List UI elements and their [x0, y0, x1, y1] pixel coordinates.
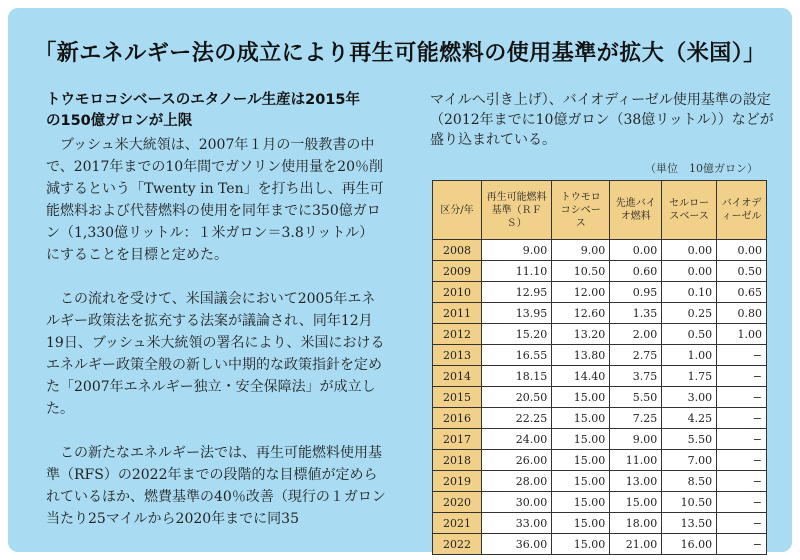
page-title: 「新エネルギー法の成立により再生可能燃料の使用基準が拡大（米国）」	[34, 41, 766, 66]
table-value-cell: 1.00	[662, 345, 717, 366]
table-value-cell: 4.25	[662, 408, 717, 429]
table-row	[433, 450, 767, 471]
table-value-cell: 21.00	[610, 534, 662, 555]
table-value-cell: 3.00	[662, 387, 717, 408]
table-value-cell: 8.50	[662, 471, 717, 492]
table-value-cell: 13.50	[662, 513, 717, 534]
paragraph-2: この流れを受けて、米国議会において2005年エネルギー政策法を拡充する法案が議論され、同年12月19日、ブッシュ米大統領の署名により、米国におけるエネルギー政策全般の新しい中期的な政策指針を定めた「2007年エネルギー独立・安全保障法」が成立した。	[46, 291, 385, 417]
table-value-cell: 0.60	[610, 261, 662, 282]
table-row	[433, 324, 767, 345]
table-value-cell: 0.50	[662, 324, 717, 345]
table-header-cell: 先進バイオ燃料	[610, 181, 662, 240]
table-value-cell: 10.50	[552, 261, 610, 282]
table-value-cell: 15.00	[552, 408, 610, 429]
table-body	[433, 240, 767, 555]
table-year-cell: 2021	[433, 513, 482, 534]
table-year-cell: 2019	[433, 471, 482, 492]
table-year-cell: 2018	[433, 450, 482, 471]
subheading	[46, 90, 386, 132]
table-value-cell: 0.10	[662, 282, 717, 303]
table-value-cell: −	[717, 492, 767, 513]
table-value-cell: 0.00	[662, 240, 717, 261]
table-row	[433, 408, 767, 429]
paragraph-3: この新たなエネルギー法では、再生可能燃料使用基準（RFS）の2022年までの段階的な目標値が定められているほか、燃費基準の40％改善（現行の１ガロン当たり25マイルから2020年までに同35	[46, 445, 386, 527]
table-value-cell: 16.55	[482, 345, 552, 366]
table-value-cell: −	[717, 513, 767, 534]
table-value-cell: 24.00	[482, 429, 552, 450]
table-value-cell: 15.20	[482, 324, 552, 345]
table-row	[433, 492, 767, 513]
table-row	[433, 429, 767, 450]
table-value-cell: −	[717, 534, 767, 555]
table-row	[433, 366, 767, 387]
table-value-cell: 1.75	[662, 366, 717, 387]
table-value-cell: 15.00	[552, 534, 610, 555]
table-value-cell: −	[717, 429, 767, 450]
table-value-cell: 7.00	[662, 450, 717, 471]
table-value-cell: 2.75	[610, 345, 662, 366]
table-value-cell: 0.50	[717, 261, 767, 282]
table-row	[433, 471, 767, 492]
table-value-cell: 10.50	[662, 492, 717, 513]
subheading-line-2: の150億ガロンが上限	[46, 113, 193, 129]
table-row	[433, 513, 767, 534]
table-value-cell: 5.50	[610, 387, 662, 408]
table-header-cell: トウモロコシベース	[552, 181, 610, 240]
table-value-cell: 15.00	[552, 492, 610, 513]
table-value-cell: 18.15	[482, 366, 552, 387]
table-value-cell: 5.50	[662, 429, 717, 450]
table-header-cell: 区分/年	[433, 181, 482, 240]
table-row	[433, 261, 767, 282]
table-header-cell: バイオディーゼル	[717, 181, 767, 240]
table-row	[433, 387, 767, 408]
table-value-cell: 0.65	[717, 282, 767, 303]
table-value-cell: 0.80	[717, 303, 767, 324]
table-value-cell: 15.00	[552, 471, 610, 492]
table-value-cell: 26.00	[482, 450, 552, 471]
table-year-cell: 2013	[433, 345, 482, 366]
table-value-cell: 12.95	[482, 282, 552, 303]
table-year-cell: 2022	[433, 534, 482, 555]
table-value-cell: 15.00	[610, 492, 662, 513]
table-value-cell: −	[717, 345, 767, 366]
table-value-cell: 14.40	[552, 366, 610, 387]
table-year-cell: 2012	[433, 324, 482, 345]
table-value-cell: −	[717, 471, 767, 492]
table-value-cell: 2.00	[610, 324, 662, 345]
table-value-cell: −	[717, 408, 767, 429]
table-value-cell: 30.00	[482, 492, 552, 513]
table-row	[433, 345, 767, 366]
table-year-cell: 2011	[433, 303, 482, 324]
table-header-cell: セルロースベース	[662, 181, 717, 240]
table-value-cell: 11.00	[610, 450, 662, 471]
table-value-cell: 1.00	[717, 324, 767, 345]
article-panel	[8, 8, 792, 552]
table-value-cell: −	[717, 450, 767, 471]
table-value-cell: 9.00	[552, 240, 610, 261]
table-year-cell: 2010	[433, 282, 482, 303]
paragraph-1: ブッシュ米大統領は、2007年１月の一般教書の中で、2017年までの10年間でガソリン使用量を20％削減するという「Twenty in Ten」を打ち出し、再生可能燃料および代替燃料の使用を同年までに350億ガロン（1,330億リットル：１米ガロン＝3.8リットル）にすることを目標と定めた。	[46, 137, 384, 263]
table-value-cell: 13.80	[552, 345, 610, 366]
table-unit-label: （単位 10億ガロン）	[645, 162, 758, 175]
table-value-cell: 12.00	[552, 282, 610, 303]
table-value-cell: 3.75	[610, 366, 662, 387]
table-value-cell: 13.95	[482, 303, 552, 324]
table-value-cell: 0.95	[610, 282, 662, 303]
table-header-cell: 再生可能燃料基準（ＲＦＳ）	[482, 181, 552, 240]
table-value-cell: 16.00	[662, 534, 717, 555]
table-value-cell: 36.00	[482, 534, 552, 555]
table-value-cell: −	[717, 387, 767, 408]
table-year-cell: 2009	[433, 261, 482, 282]
table-value-cell: 15.00	[552, 387, 610, 408]
table-row	[433, 303, 767, 324]
right-column	[430, 90, 774, 555]
table-value-cell: 1.35	[610, 303, 662, 324]
table-row	[433, 282, 767, 303]
table-year-cell: 2008	[433, 240, 482, 261]
table-value-cell: 0.25	[662, 303, 717, 324]
table-value-cell: 0.00	[717, 240, 767, 261]
table-value-cell: 15.00	[552, 429, 610, 450]
table-value-cell: 9.00	[482, 240, 552, 261]
table-value-cell: −	[717, 366, 767, 387]
table-year-cell: 2017	[433, 429, 482, 450]
paragraph-continued: マイルへ引き上げ）、バイオディーゼル使用基準の設定（2012年までに10億ガロン（38億リットル））などが盛り込まれている。	[430, 92, 774, 148]
table-value-cell: 9.00	[610, 429, 662, 450]
table-year-cell: 2015	[433, 387, 482, 408]
table-value-cell: 13.00	[610, 471, 662, 492]
table-value-cell: 11.10	[482, 261, 552, 282]
table-value-cell: 28.00	[482, 471, 552, 492]
table-value-cell: 0.00	[662, 261, 717, 282]
table-value-cell: 15.00	[552, 450, 610, 471]
table-value-cell: 33.00	[482, 513, 552, 534]
table-year-cell: 2016	[433, 408, 482, 429]
subheading-line-1: トウモロコシベースのエタノール生産は2015年	[46, 92, 360, 108]
table-year-cell: 2020	[433, 492, 482, 513]
table-header-row	[433, 181, 767, 240]
table-row	[433, 240, 767, 261]
left-column	[46, 90, 386, 530]
table-value-cell: 7.25	[610, 408, 662, 429]
table-row	[433, 534, 767, 555]
table-value-cell: 12.60	[552, 303, 610, 324]
table-value-cell: 18.00	[610, 513, 662, 534]
rfs-table	[432, 180, 767, 555]
table-value-cell: 0.00	[610, 240, 662, 261]
table-value-cell: 13.20	[552, 324, 610, 345]
table-value-cell: 20.50	[482, 387, 552, 408]
table-year-cell: 2014	[433, 366, 482, 387]
table-value-cell: 15.00	[552, 513, 610, 534]
table-value-cell: 22.25	[482, 408, 552, 429]
